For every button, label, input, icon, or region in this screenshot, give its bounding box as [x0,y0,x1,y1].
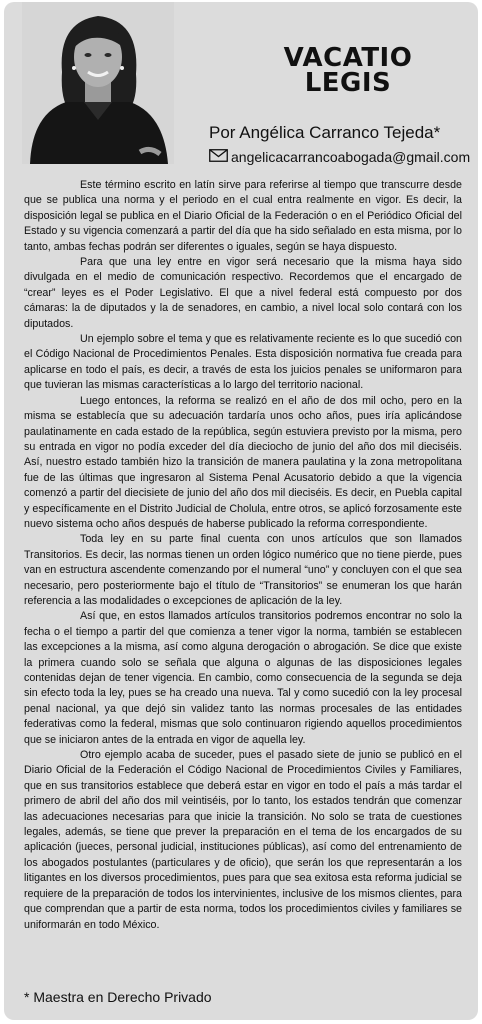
author-photo [22,2,174,164]
article-paragraph: Luego entonces, la reforma se realizó en el año de dos mil ocho, pero en la misma se establecía que su adecuación tardaría unos ocho años, pues iría aplicándose paulatinamente en cada estado de la república, según estuviera previsto por la misma, pero su entrada en vigor no podía exceder del día dieciocho de junio del año dos mil dieciséis. Así, nuestro estado también hizo la transición de manera paulatina y la zona metropolitana fue de las últimas que ingresaron al Sistema Penal Acusatorio debido a que la vigencia comenzó a partir del diecisiete de junio del año dos mil dieciséis. Es decir, en Puebla capital y específicamente en el Distrito Judicial de Cholula, entre otros, se aplicó forzosamente este nuevo sistema ocho años después de haberse publicado la reforma correspondiente. [24,394,462,530]
article-paragraph: Para que una ley entre en vigor será necesario que la misma haya sido divulgada en el medio de comunicación respectivo. Recordemos que el encargado de “crear” leyes es el Poder Legislativo. El que a nivel federal está compuesto por dos cámaras: la de diputados y la de senadores, en cambio, a nivel local solo contará con los diputados. [24,256,462,330]
author-footnote: * Maestra en Derecho Privado [24,989,212,1005]
article-title [248,43,448,98]
author-email[interactable]: angelicacarrancoabogada@gmail.com [231,149,471,165]
author-byline: Por Angélica Carranco Tejeda* [209,123,441,142]
article-body [24,178,462,933]
title-line-2: LEGIS [304,68,392,98]
envelope-icon [209,149,231,165]
article-paragraph: Un ejemplo sobre el tema y que es relativamente reciente es lo que sucedió con el Código Nacional de Procedimientos Penales. Esta disposición normativa fue creada para aplicarse en todo el país, es decir, a través de esta los juicios penales se uniformaron para que tuvieran las mismas características a lo largo del territorio nacional. [24,333,462,392]
article-paragraph: Este término escrito en latín sirve para referirse al tiempo que transcurre desde que se publica una norma y el periodo en el cual entra realmente en vigor. Es decir, la disposición legal se publica en el Diario Oficial de la Federación o en el Periódico Oficial del Estado y su vigencia comenzará a partir del día que ha sido señalado en esta misma, por lo tanto, ambas fechas podrán ser diferentes o iguales, según se haya dispuesto. [24,179,462,253]
title-line-1: VACATIO [283,43,413,73]
article-paragraph: Así que, en estos llamados artículos transitorios podremos encontrar no solo la fecha o el tiempo a partir del que comienza a tener vigor la norma, también se establecen las excepciones a la misma, así como alguna derogación o abrogación. Se dice que existe la primera cuando solo se señala que alguna o algunas de las disposiciones legales contenidas dejan de tener vigencia. En cambio, como consecuencia de la segunda se deja sin efecto toda la ley, pues se ha creado una nueva. Tal y como sucedió con la ley procesal penal nacional, ya que dejó sin validez tanto las normas procesales de las entidades federativas como la federal, mismas que solo continuaron rigiendo aquellos procedimientos que se iniciaron antes de la entrada en vigor de aquella ley. [24,610,462,746]
author-email-row [209,149,470,165]
article-paragraph: Toda ley en su parte final cuenta con unos artículos que son llamados Transitorios. Es decir, las normas tienen un orden lógico numérico que no tiene pierde, pues van en estructura ascendente comenzando por el numeral “uno” y concluyen con el que sea necesario, pero posteriormente bajo el título de “Transitorios” se enumeran los que harán referencia a las modalidades o excepciones de aplicación de la ley. [24,533,462,607]
article-card [4,2,478,1020]
article-paragraph: Otro ejemplo acaba de suceder, pues el pasado siete de junio se publicó en el Diario Oficial de la Federación el Código Nacional de Procedimientos Civiles y Familiares, que en sus transitorios establece que deberá estar en vigor en todo el país a más tardar el primero de abril del año dos mil veintiséis, por lo tanto, los estados tendrán que comenzar las adecuaciones necesarias para que inicie la transición. No solo se trata de cuestiones legales, además, se tiene que prever la preparación en el tema de los encargados de su aplicación (jueces, personal judicial, instituciones públicas), así como del entrenamiento de los abogados postulantes (particulares y de oficio), que serán los que representarán a los litigantes en los diversos procedimientos, pues para que sea exitosa esta reforma judicial se requiere de la preparación de todos los intervinientes, inclusive de los mismos clientes, para que comprendan que a partir de esta norma, todos los procedimientos civiles y familiares se uniformarán en todo México. [24,749,462,931]
